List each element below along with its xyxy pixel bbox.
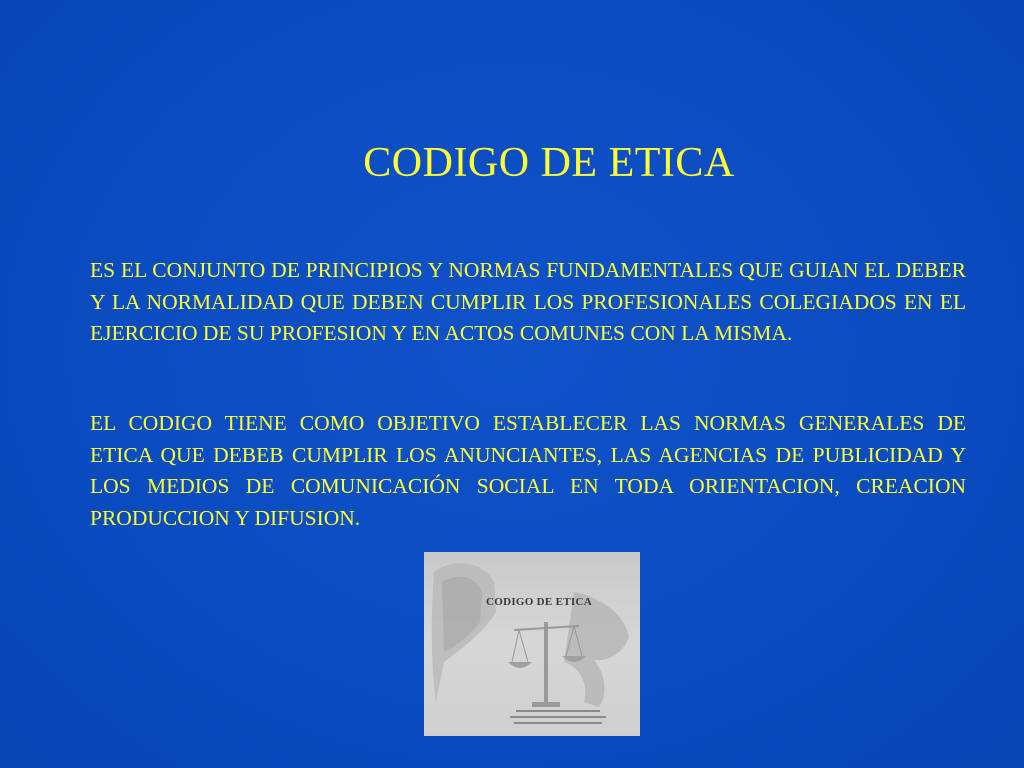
objective-paragraph: EL CODIGO TIENE COMO OBJETIVO ESTABLECER LAS NORMAS GENERALES DE ETICA QUE DEBEB CUMPLIR LOS ANUNCIANTES, LAS AGENCIAS DE PUBLICIDAD Y LOS MEDIOS DE COMUNICACIÓN SOCIAL EN TODA ORIENTACION, CREACION PRODUCCION Y DIFUSION.	[90, 411, 966, 530]
slide-title: CODIGO DE ETICA	[363, 140, 735, 186]
scales-of-justice-icon	[424, 552, 640, 736]
book-cover-title: CODIGO DE ETICA	[486, 596, 592, 608]
definition-paragraph: ES EL CONJUNTO DE PRINCIPIOS Y NORMAS FUNDAMENTALES QUE GUIAN EL DEBER Y LA NORMALIDAD QUE DEBEN CUMPLIR LOS PROFESIONALES COLEGIADOS EN EL EJERCICIO DE SU PROFESION Y EN ACTOS COMUNES CON LA MISMA.	[90, 258, 966, 345]
book-cover-image	[424, 552, 640, 736]
